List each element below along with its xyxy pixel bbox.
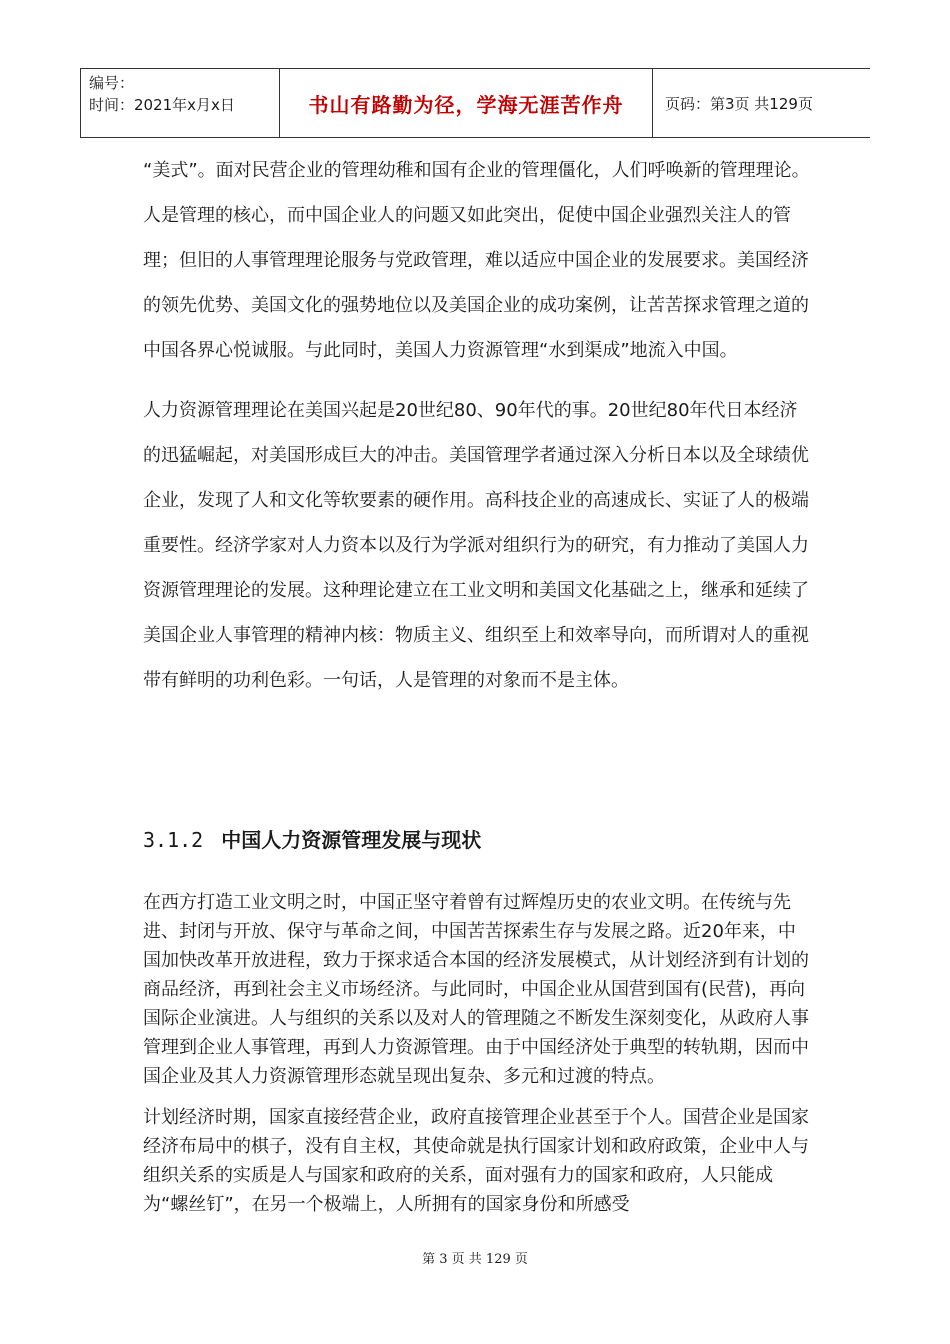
header-motto: 书山有路勤为径，学海无涯苦作舟 (280, 69, 653, 137)
section-body (143, 888, 813, 1219)
paragraph: “美式”。面对民营企业的管理幼稚和国有企业的管理僵化，人们呼唤新的管理理论。人是管理的核心，而中国企业人的问题又如此突出，促使中国企业强烈关注人的管理；但旧的人事管理理论服务与党政管理，难以适应中国企业的发展要求。美国经济的领先优势、美国文化的强势地位以及美国企业的成功案例，让苦苦探求管理之道的中国各界心悦诚服。与此同时，美国人力资源管理“水到渠成”地流入中国。 (143, 160, 810, 361)
paragraph: 人力资源管理理论在美国兴起是20世纪80、90年代的事。20世纪80年代日本经济的迅猛崛起，对美国形成巨大的冲击。美国管理学者通过深入分析日本以及全球绩优企业，发现了人和文化等软要素的硬作用。高科技企业的高速成长、实证了人的极端重要性。经济学家对人力资本以及行为学派对组织行为的研究，有力推动了美国人力资源管理理论的发展。这种理论建立在工业文明和美国文化基础之上，继承和延续了美国企业人事管理的精神内核：物质主义、组织至上和效率导向，而所谓对人的重视带有鲜明的功利色彩。一句话，人是管理的对象而不是主体。 (143, 400, 809, 691)
paragraph: 在西方打造工业文明之时，中国正坚守着曾有过辉煌历史的农业文明。在传统与先进、封闭与开放、保守与革命之间，中国苦苦探索生存与发展之路。近20年来，中国加快改革开放进程，致力于探求适合本国的经济发展模式，从计划经济到有计划的商品经济，再到社会主义市场经济。与此同时，中国企业从国营到国有(民营)，再向国际企业演进。人与组织的关系以及对人的管理随之不断发生深刻变化，从政府人事管理到企业人事管理，再到人力资源管理。由于中国经济处于典型的转轨期，因而中国企业及其人力资源管理形态就呈现出复杂、多元和过渡的特点。 (143, 892, 809, 1087)
header-page-label: 页码：第3页 共129页 (665, 94, 813, 113)
section-number: 3.1.2 (143, 828, 204, 852)
section-title: 中国人力资源管理发展与现状 (221, 828, 482, 852)
section-heading (143, 824, 481, 853)
number-label: 编号： (89, 74, 135, 92)
document-body (143, 148, 813, 1215)
date-label: 时间：2021年x月x日 (89, 96, 235, 114)
header-meta (80, 69, 280, 137)
page-header (80, 68, 870, 138)
page-footer: 第 3 页 共 129 页 (422, 1252, 528, 1267)
paragraph: 计划经济时期，国家直接经营企业，政府直接管理企业甚至于个人。国营企业是国家经济布局中的棋子，没有自主权，其使命就是执行国家计划和政府政策，企业中人与组织关系的实质是人与国家和政府的关系，面对强有力的国家和政府，人只能成为“螺丝钉”，在另一个极端上，人所拥有的国家身份和所感受 (143, 1107, 809, 1215)
